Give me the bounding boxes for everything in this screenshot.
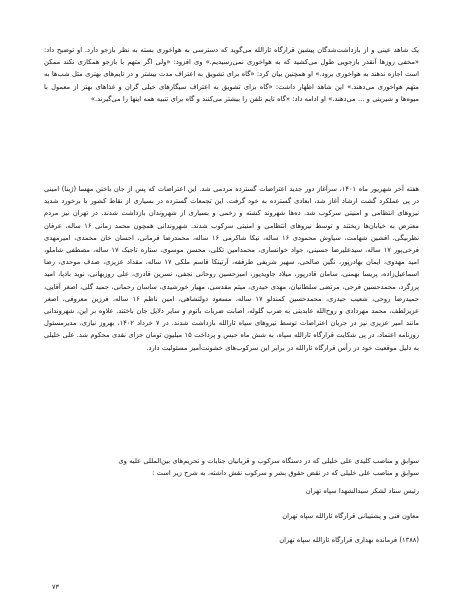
paragraph-record-intro: سوابق و مناصب علی خلیلی که در نقض حقوق بشر و سرکوب نقش داشته، به شرح زیر است : <box>152 469 419 478</box>
paragraph-record-heading: سوابق و مناصب کلیدی علی خلیلی که در دستگاه سرکوب و قربانیان جنایات و تحریم‌های بین‌المللی علیه وی <box>118 457 419 465</box>
paragraph-protests: هفته آخر شهریور ماه ۱۴۰۱، سرآغاز دور جدید اعتراضات گسترده مردمی شد. این اعتراضات که پس از جان باختن مهسا (ژینا) امینی در پی عملکرد گشت ارشاد آغاز شد، ابعادی گسترده به خود گرفت. این تجمعات گسترده در بسیاری از نقاط کشور با برخورد شدید نیروهای انتظامی و امنیتی سرکوب شد. ده‌ها شهروند کشته و زخمی و بسیاری از شهروندان بازداشت شدند. در تهران نیز مردم معترض به خیابان‌ها ریختند و توسط نیروهای انتظامی و امنیتی سرکوب شدند. شهروندانی همچون محمد زمانی ۱۶ ساله، عرفان نظربیگی، افشین شهامت، سیاوش محمودی ۱۶ ساله، نیکا شاکرمی ۱۶ ساله، محمدرضا قرمانی، احسان خان محمدی، امیرمهدی فرخی‌پور ۱۷ ساله، سیدعلیرضا حسینی، جواد خوانساری، محمدامین تکلی، محسن موسوی، ستاره تاجیک ۱۷ ساله، مصطفی شاملو، امید مهدوی، ایمان بهادرپور، نگین صالحی، سهیر شریفی طرفقه، آرتینکا قاسم ملکی ۱۷ ساله، مقداد عزیزی، صدف موحدی، رضا اسماعیل‌زاده، پریسا بهمنی، سامان قادرپور، میلاد جاویدپور، امیرحسین روحانی نجفی، نسرین قادری، علی روزبهانی، نوید بادپا، امید پرزگرد، محمدحسین فرجی، مرتضی سلطانیان، مهدی حیدری، میثم مقدسی، مهیار خورشیدی، ساسان رحمانی، حمید گلی، اصغر آقایی، حمیدرضا روحی، شعیب حیدری، محمدحسین کمندلو ۱۷ ساله، مسعود دولتشاهی، امین ناظم ۱۶ ساله، فرزین معروفی، اصغر عزیزلطف، محمد مهردادی و روح‌الله عابدینی به ضرب گلوله، اصابت ضربات باتوم و سایر دلایل جان باختند. علاوه بر این، شهروندانی مانند امیر عزیزی نیز در جریان اعتراضات توسط نیروهای سپاه ثارالله بازداشت شدند. در ۷ خرداد ۱۴۰۲، بهروز نیازی، مدیرمسئول روزنامه اعتماد، در پی شکایت قرارگاه ثارالله سپاه، به شش ماه حبس و پرداخت ۱۵ میلیون تومان جزای نقدی محکوم شد. علی خلیلی به دلیل موقعیت خود در رأس قرارگاه ثارالله در برابر این سرکوب‌های خشونت‌آمیز مسئولیت دارد. <box>44 185 419 352</box>
position-item: رئیس ستاد لشکر سیدالشهدا سپاه تهران <box>305 487 419 496</box>
position-item: (۱۳۸۸) فرمانده بهداری قرارگاه ثارالله سپاه تهران <box>279 535 419 544</box>
position-item: معاون فنی و پشتیبانی قرارگاه ثارالله سپاه تهران <box>282 511 419 520</box>
paragraph-witness-testimony: یک شاهد عینی و از بازداشت‌شدگان پیشین قرارگاه ثارالله می‌گوید که دسترسی به هواخوری بسته به نظر بازجو دارد. او توضیح داد: «مخفی روزها آنقدر بازجویی طول می‌کشید که به هواخوری نمی‌رسیدیم.» وی افزود: «ولی اگر متهم با بازجو همکاری نکند ممکن است اجازه ندهند به هواخوری برود.» او همچنین بیان کرد: «گاه برای تشویق به اعتراف مدت بیشتر و در تایم‌های بهتری مثل شب‌ها به متهم هواخوری می‌دهند.» این شاهد اظهار داشت: «گاه برای تشویق به اعتراف سیگارهای خیلی گران و غذاهای بهتر از معمول با میوه‌ها و شیرینی و ... می‌دهند.» او ادامه داد: «گاه تایم تلفن را بیشتر می‌کنند و گاه برای تنبیه همه اینها را می‌گیرند.» <box>44 46 419 103</box>
page-number: ۷۳ <box>52 583 59 591</box>
